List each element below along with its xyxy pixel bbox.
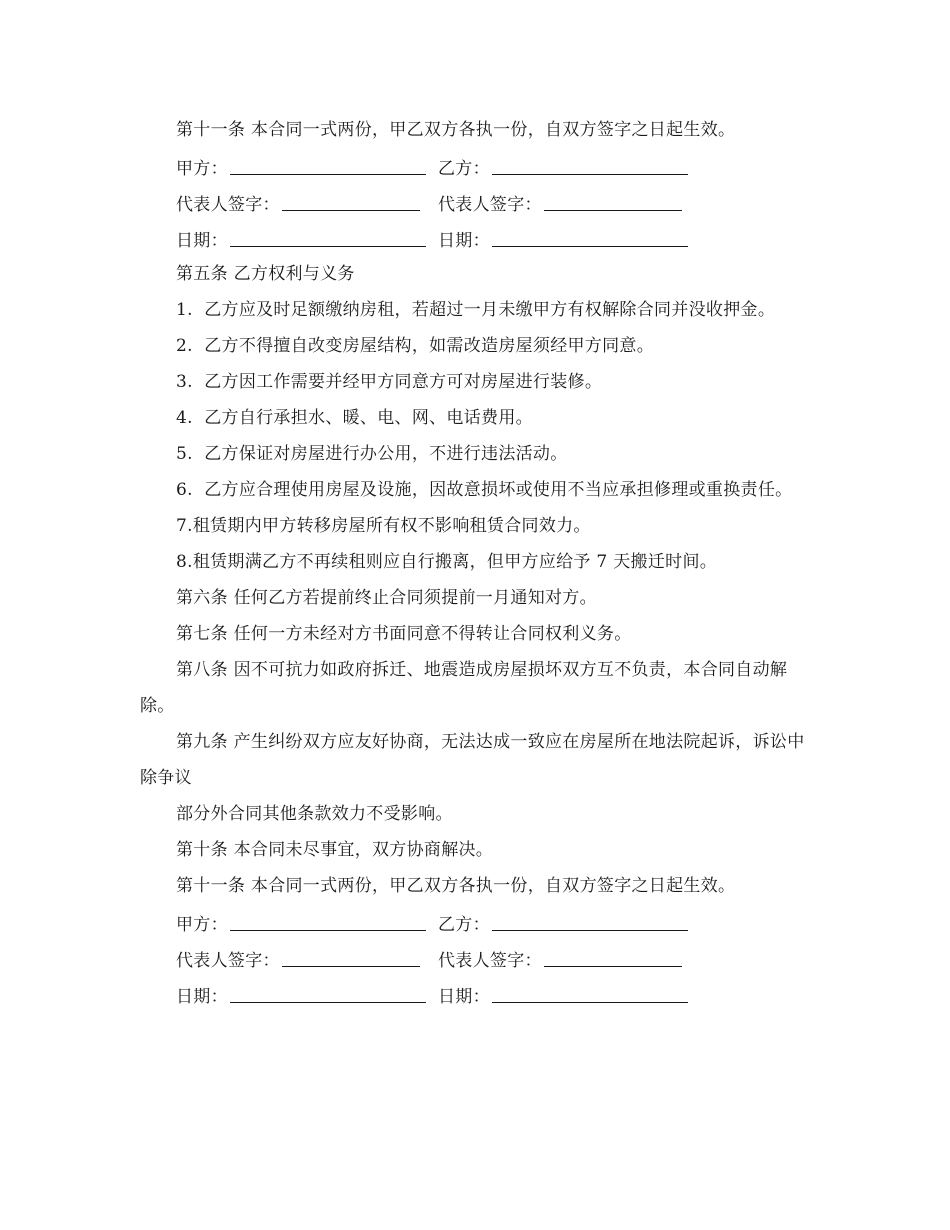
signature-row (140, 976, 810, 1012)
contract-paragraph: 8.租赁期满乙方不再续租则应自行搬离，但甲方应给予 7 天搬迁时间。 (176, 552, 718, 572)
signature-row (140, 184, 810, 220)
signature-blank-line[interactable] (544, 950, 682, 967)
signature-row (140, 220, 810, 256)
signature-blank-line[interactable] (230, 986, 426, 1003)
signature-field-right (438, 946, 682, 971)
contract-paragraph: 5. 乙方保证对房屋进行办公用，不进行违法活动。 (176, 444, 568, 464)
signature-label: 代表人签字： (176, 194, 280, 215)
contract-paragraph: 7.租赁期内甲方转移房屋所有权不影响租赁合同效力。 (176, 516, 591, 536)
contract-paragraph: 第六条 任何乙方若提前终止合同须提前一月通知对方。 (176, 588, 597, 608)
contract-paragraph: 第七条 任何一方未经对方书面同意不得转让合同权利义务。 (176, 624, 632, 644)
signature-label: 日期： (438, 986, 490, 1007)
signature-field-right (438, 910, 688, 935)
contract-paragraph: 第九条 产生纠纷双方应友好协商，无法达成一致应在房屋所在地法院起诉，诉讼中除争议 (140, 732, 805, 788)
signature-label: 日期： (438, 230, 490, 251)
signature-label: 代表人签字： (176, 950, 280, 971)
signature-blank-line[interactable] (492, 230, 688, 247)
contract-paragraph: 第十一条 本合同一式两份，甲乙双方各执一份，自双方签字之日起生效。 (176, 120, 736, 140)
contract-paragraph: 1. 乙方应及时足额缴纳房租，若超过一月未缴甲方有权解除合同并没收押金。 (176, 300, 776, 320)
contract-paragraph: 第五条 乙方权利与义务 (176, 264, 355, 284)
signature-row (140, 904, 810, 940)
signature-field-left (176, 190, 438, 215)
contract-paragraph: 2. 乙方不得擅自改变房屋结构，如需改造房屋须经甲方同意。 (176, 336, 655, 356)
signature-field-left (176, 946, 438, 971)
signature-blank-line[interactable] (492, 914, 688, 931)
signature-label: 日期： (176, 986, 228, 1007)
signature-row (140, 148, 810, 184)
contract-paragraph: 第八条 因不可抗力如政府拆迁、地震造成房屋损坏双方互不负责，本合同自动解除。 (140, 660, 788, 716)
signature-blank-line[interactable] (230, 158, 426, 175)
signature-label: 乙方： (438, 914, 490, 935)
signature-blank-line[interactable] (282, 950, 420, 967)
signature-blank-line[interactable] (492, 986, 688, 1003)
contract-paragraph: 4. 乙方自行承担水、暖、电、网、电话费用。 (176, 408, 533, 428)
signature-field-left (176, 154, 438, 179)
contract-paragraph: 3. 乙方因工作需要并经甲方同意方可对房屋进行装修。 (176, 372, 603, 392)
signature-label: 代表人签字： (438, 194, 542, 215)
signature-field-right (438, 982, 688, 1007)
signature-label: 乙方： (438, 158, 490, 179)
signature-field-left (176, 910, 438, 935)
signature-blank-line[interactable] (544, 194, 682, 211)
contract-paragraph: 6. 乙方应合理使用房屋及设施，因故意损坏或使用不当应承担修理或重换责任。 (176, 480, 793, 500)
contract-paragraph: 部分外合同其他条款效力不受影响。 (176, 804, 453, 824)
signature-field-left (176, 226, 438, 251)
signature-label: 代表人签字： (438, 950, 542, 971)
signature-field-left (176, 982, 438, 1007)
signature-row (140, 940, 810, 976)
signature-blank-line[interactable] (282, 194, 420, 211)
signature-blank-line[interactable] (230, 914, 426, 931)
signature-label: 日期： (176, 230, 228, 251)
contract-paragraph: 第十条 本合同未尽事宜，双方协商解决。 (176, 840, 494, 860)
signature-blank-line[interactable] (492, 158, 688, 175)
signature-field-right (438, 226, 688, 251)
signature-blank-line[interactable] (230, 230, 426, 247)
signature-field-right (438, 154, 688, 179)
signature-label: 甲方： (176, 158, 228, 179)
signature-field-right (438, 190, 682, 215)
signature-label: 甲方： (176, 914, 228, 935)
document-body (140, 112, 810, 1012)
contract-paragraph: 第十一条 本合同一式两份，甲乙双方各执一份，自双方签字之日起生效。 (176, 876, 736, 896)
